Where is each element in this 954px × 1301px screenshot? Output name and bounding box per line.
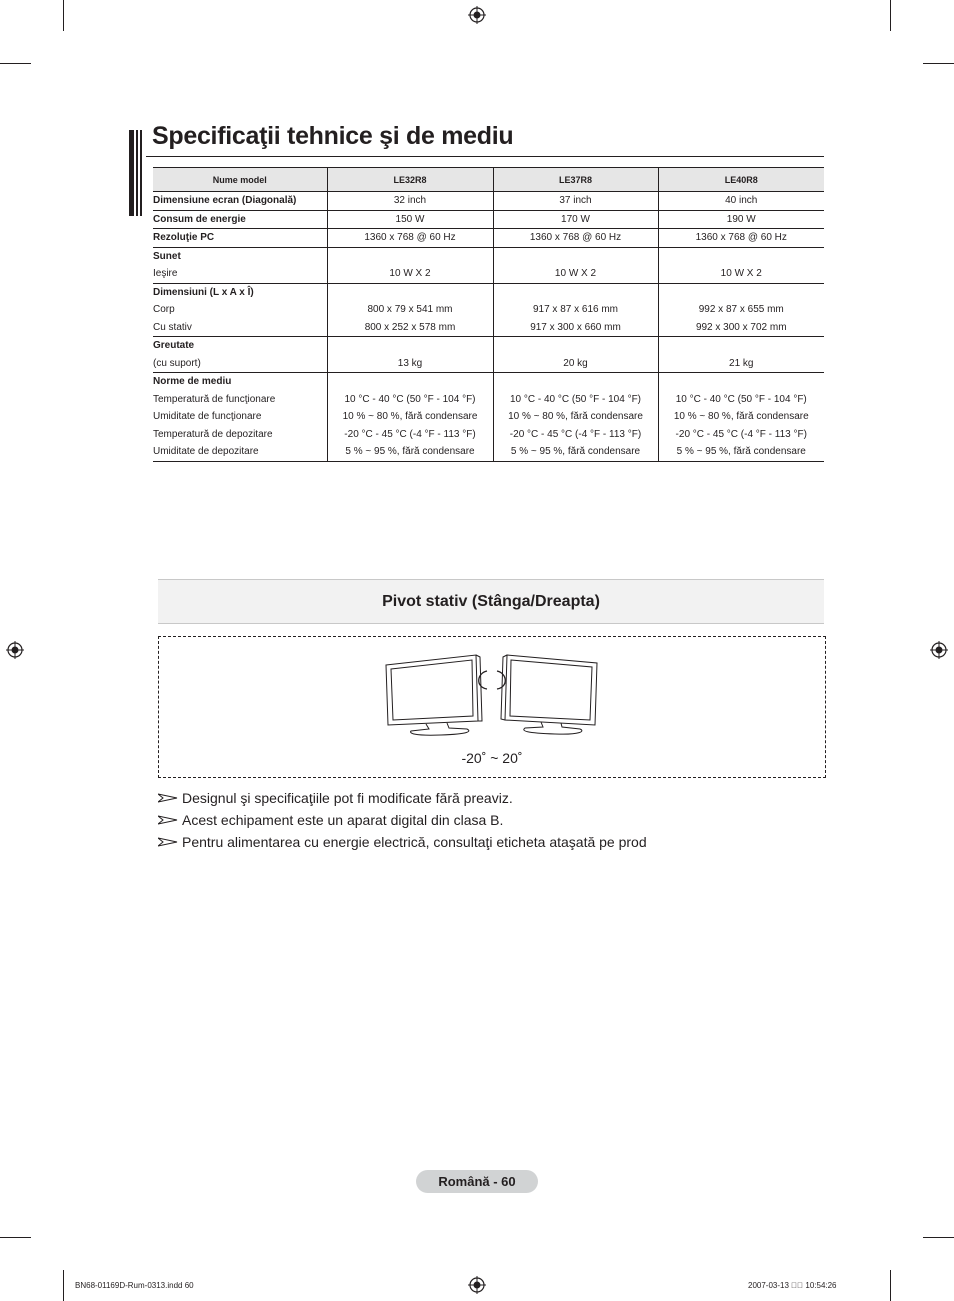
crop-mark bbox=[923, 63, 954, 64]
note-item bbox=[158, 812, 503, 828]
cell-value: 10 % ~ 80 %, fără condensare bbox=[673, 411, 809, 422]
title-decoration bbox=[129, 130, 145, 216]
cell-value: 20 kg bbox=[563, 357, 588, 369]
crop-mark bbox=[63, 0, 64, 31]
page-number-badge: Română - 60 bbox=[416, 1170, 538, 1193]
rotation-angle-label: -20˚ ~ 20˚ bbox=[461, 750, 523, 766]
row-label: Cu stativ bbox=[153, 321, 192, 333]
cell-value: 10 W X 2 bbox=[554, 268, 597, 279]
value-cell bbox=[327, 192, 493, 211]
cell-value bbox=[328, 337, 493, 355]
table-header-row bbox=[153, 168, 824, 192]
table-row bbox=[153, 247, 824, 283]
cell-value bbox=[659, 337, 825, 355]
cell-value bbox=[659, 284, 825, 302]
crop-mark bbox=[890, 1270, 891, 1301]
value-cell bbox=[327, 283, 493, 337]
cell-value: -20 °C - 45 °C (-4 °F - 113 °F) bbox=[509, 428, 642, 440]
table-header-cell: LE40R8 bbox=[658, 168, 824, 192]
row-label: Rezoluţie PC bbox=[153, 232, 215, 243]
row-label-cell bbox=[153, 247, 327, 283]
cell-value: 150 W bbox=[395, 213, 425, 225]
note-item bbox=[158, 790, 513, 806]
row-label-cell bbox=[153, 373, 327, 462]
row-label: (cu suport) bbox=[153, 357, 201, 369]
value-cell bbox=[493, 229, 658, 248]
cell-value: 10 °C - 40 °C (50 °F - 104 °F) bbox=[675, 393, 807, 405]
page-title: Specificaţii tehnice şi de mediu bbox=[152, 122, 514, 150]
cell-value: 992 x 87 x 655 mm bbox=[698, 304, 784, 315]
row-label: Umiditate de depozitare bbox=[153, 446, 259, 457]
cell-value: 1360 x 768 @ 60 Hz bbox=[695, 232, 787, 243]
value-cell bbox=[658, 373, 824, 462]
value-cell bbox=[658, 337, 824, 373]
cell-value: 10 °C - 40 °C (50 °F - 104 °F) bbox=[344, 393, 476, 405]
cell-value: 10 W X 2 bbox=[720, 268, 762, 279]
cell-value: 190 W bbox=[726, 213, 756, 225]
cell-value bbox=[494, 337, 658, 355]
cell-value bbox=[659, 248, 825, 266]
cell-value: 21 kg bbox=[729, 357, 754, 369]
spec-table bbox=[153, 167, 824, 462]
note-item bbox=[158, 834, 647, 850]
registration-mark-icon bbox=[468, 1276, 486, 1294]
value-cell bbox=[658, 283, 824, 337]
cell-value: 10 % ~ 80 %, fără condensare bbox=[508, 411, 643, 422]
note-arrow-icon bbox=[158, 812, 182, 828]
cell-value: 40 inch bbox=[725, 195, 758, 206]
value-cell bbox=[327, 373, 493, 462]
crop-mark bbox=[63, 1270, 64, 1301]
table-header-cell: LE32R8 bbox=[327, 168, 493, 192]
crop-mark bbox=[923, 1237, 954, 1238]
value-cell bbox=[493, 373, 658, 462]
table-row bbox=[153, 192, 824, 211]
cell-value: -20 °C - 45 °C (-4 °F - 113 °F) bbox=[344, 428, 476, 440]
title-divider bbox=[146, 156, 824, 157]
row-label-cell bbox=[153, 210, 327, 229]
cell-value: 37 inch bbox=[559, 195, 592, 206]
cell-value: 5 % ~ 95 %, fără condensare bbox=[510, 446, 641, 457]
row-label-cell bbox=[153, 229, 327, 248]
pivot-illustration-box bbox=[158, 636, 826, 778]
row-label-cell bbox=[153, 283, 327, 337]
cell-value: 800 x 79 x 541 mm bbox=[367, 304, 453, 315]
note-text: Pentru alimentarea cu energie electrică, consultaţi eticheta ataşată pe prod bbox=[182, 834, 647, 850]
cell-value bbox=[328, 284, 493, 302]
value-cell bbox=[493, 247, 658, 283]
registration-mark-icon bbox=[930, 641, 948, 659]
value-cell bbox=[493, 283, 658, 337]
cell-value: 170 W bbox=[561, 213, 590, 225]
row-label: Corp bbox=[153, 304, 175, 315]
value-cell bbox=[493, 192, 658, 211]
table-row bbox=[153, 337, 824, 373]
row-label: Ieşire bbox=[153, 268, 178, 279]
registration-mark-icon bbox=[468, 6, 486, 24]
cell-value: 10 W X 2 bbox=[389, 268, 431, 279]
value-cell bbox=[658, 210, 824, 229]
table-row bbox=[153, 210, 824, 229]
value-cell bbox=[658, 247, 824, 283]
note-arrow-icon bbox=[158, 790, 182, 806]
row-label: Dimensiune ecran (Diagonală) bbox=[153, 195, 297, 206]
note-arrow-icon bbox=[158, 834, 182, 850]
value-cell bbox=[658, 192, 824, 211]
cell-value: 32 inch bbox=[393, 195, 427, 206]
value-cell bbox=[327, 337, 493, 373]
print-timestamp: 2007-03-13 ￿￿ 10:54:26 bbox=[748, 1281, 837, 1290]
row-label: Temperatură de depozitare bbox=[153, 428, 273, 440]
note-text: Designul şi specificaţiile pot fi modificate fără preaviz. bbox=[182, 790, 513, 806]
table-row bbox=[153, 229, 824, 248]
cell-value bbox=[659, 373, 825, 391]
pivot-section-header bbox=[158, 579, 824, 624]
cell-value: 5 % ~ 95 %, fără condensare bbox=[345, 446, 475, 457]
row-label: Norme de mediu bbox=[153, 376, 232, 387]
cell-value: 1360 x 768 @ 60 Hz bbox=[529, 232, 622, 243]
cell-value bbox=[494, 373, 658, 391]
cell-value bbox=[328, 248, 493, 266]
cell-value: -20 °C - 45 °C (-4 °F - 113 °F) bbox=[675, 428, 807, 440]
cell-value: 10 % ~ 80 %, fără condensare bbox=[342, 411, 478, 422]
value-cell bbox=[327, 229, 493, 248]
row-label: Dimensiuni (L x A x Î) bbox=[153, 286, 254, 298]
cell-value bbox=[328, 373, 493, 391]
cell-value: 917 x 300 x 660 mm bbox=[530, 321, 621, 333]
row-label: Umiditate de funcţionare bbox=[153, 411, 262, 422]
cell-value: 13 kg bbox=[397, 357, 423, 369]
row-label: Consum de energie bbox=[153, 213, 246, 225]
crop-mark bbox=[0, 63, 31, 64]
cell-value: 5 % ~ 95 %, fără condensare bbox=[676, 446, 806, 457]
crop-mark bbox=[0, 1237, 31, 1238]
value-cell bbox=[493, 210, 658, 229]
value-cell bbox=[327, 247, 493, 283]
cell-value bbox=[494, 284, 658, 302]
tv-swivel-illustration bbox=[381, 651, 603, 737]
cell-value: 917 x 87 x 616 mm bbox=[532, 304, 619, 315]
row-label-cell bbox=[153, 192, 327, 211]
cell-value: 10 °C - 40 °C (50 °F - 104 °F) bbox=[509, 393, 642, 405]
row-label: Temperatură de funcţionare bbox=[153, 393, 276, 405]
table-header-cell: Nume model bbox=[153, 168, 327, 192]
pivot-title: Pivot stativ (Stânga/Dreapta) bbox=[382, 593, 600, 610]
cell-value: 1360 x 768 @ 60 Hz bbox=[364, 232, 456, 243]
row-label: Greutate bbox=[153, 340, 195, 351]
value-cell bbox=[658, 229, 824, 248]
table-row bbox=[153, 283, 824, 337]
table-row bbox=[153, 373, 824, 462]
cell-value: 800 x 252 x 578 mm bbox=[364, 321, 456, 333]
note-text: Acest echipament este un aparat digital din clasa B. bbox=[182, 812, 504, 828]
file-slug: BN68-01169D-Rum-0313.indd 60 bbox=[75, 1281, 194, 1290]
value-cell bbox=[493, 337, 658, 373]
crop-mark bbox=[890, 0, 891, 31]
table-header-cell: LE37R8 bbox=[493, 168, 658, 192]
row-label-cell bbox=[153, 337, 327, 373]
row-label: Sunet bbox=[153, 250, 181, 262]
cell-value: 992 x 300 x 702 mm bbox=[695, 321, 787, 333]
registration-mark-icon bbox=[6, 641, 24, 659]
value-cell bbox=[327, 210, 493, 229]
cell-value bbox=[494, 248, 658, 266]
